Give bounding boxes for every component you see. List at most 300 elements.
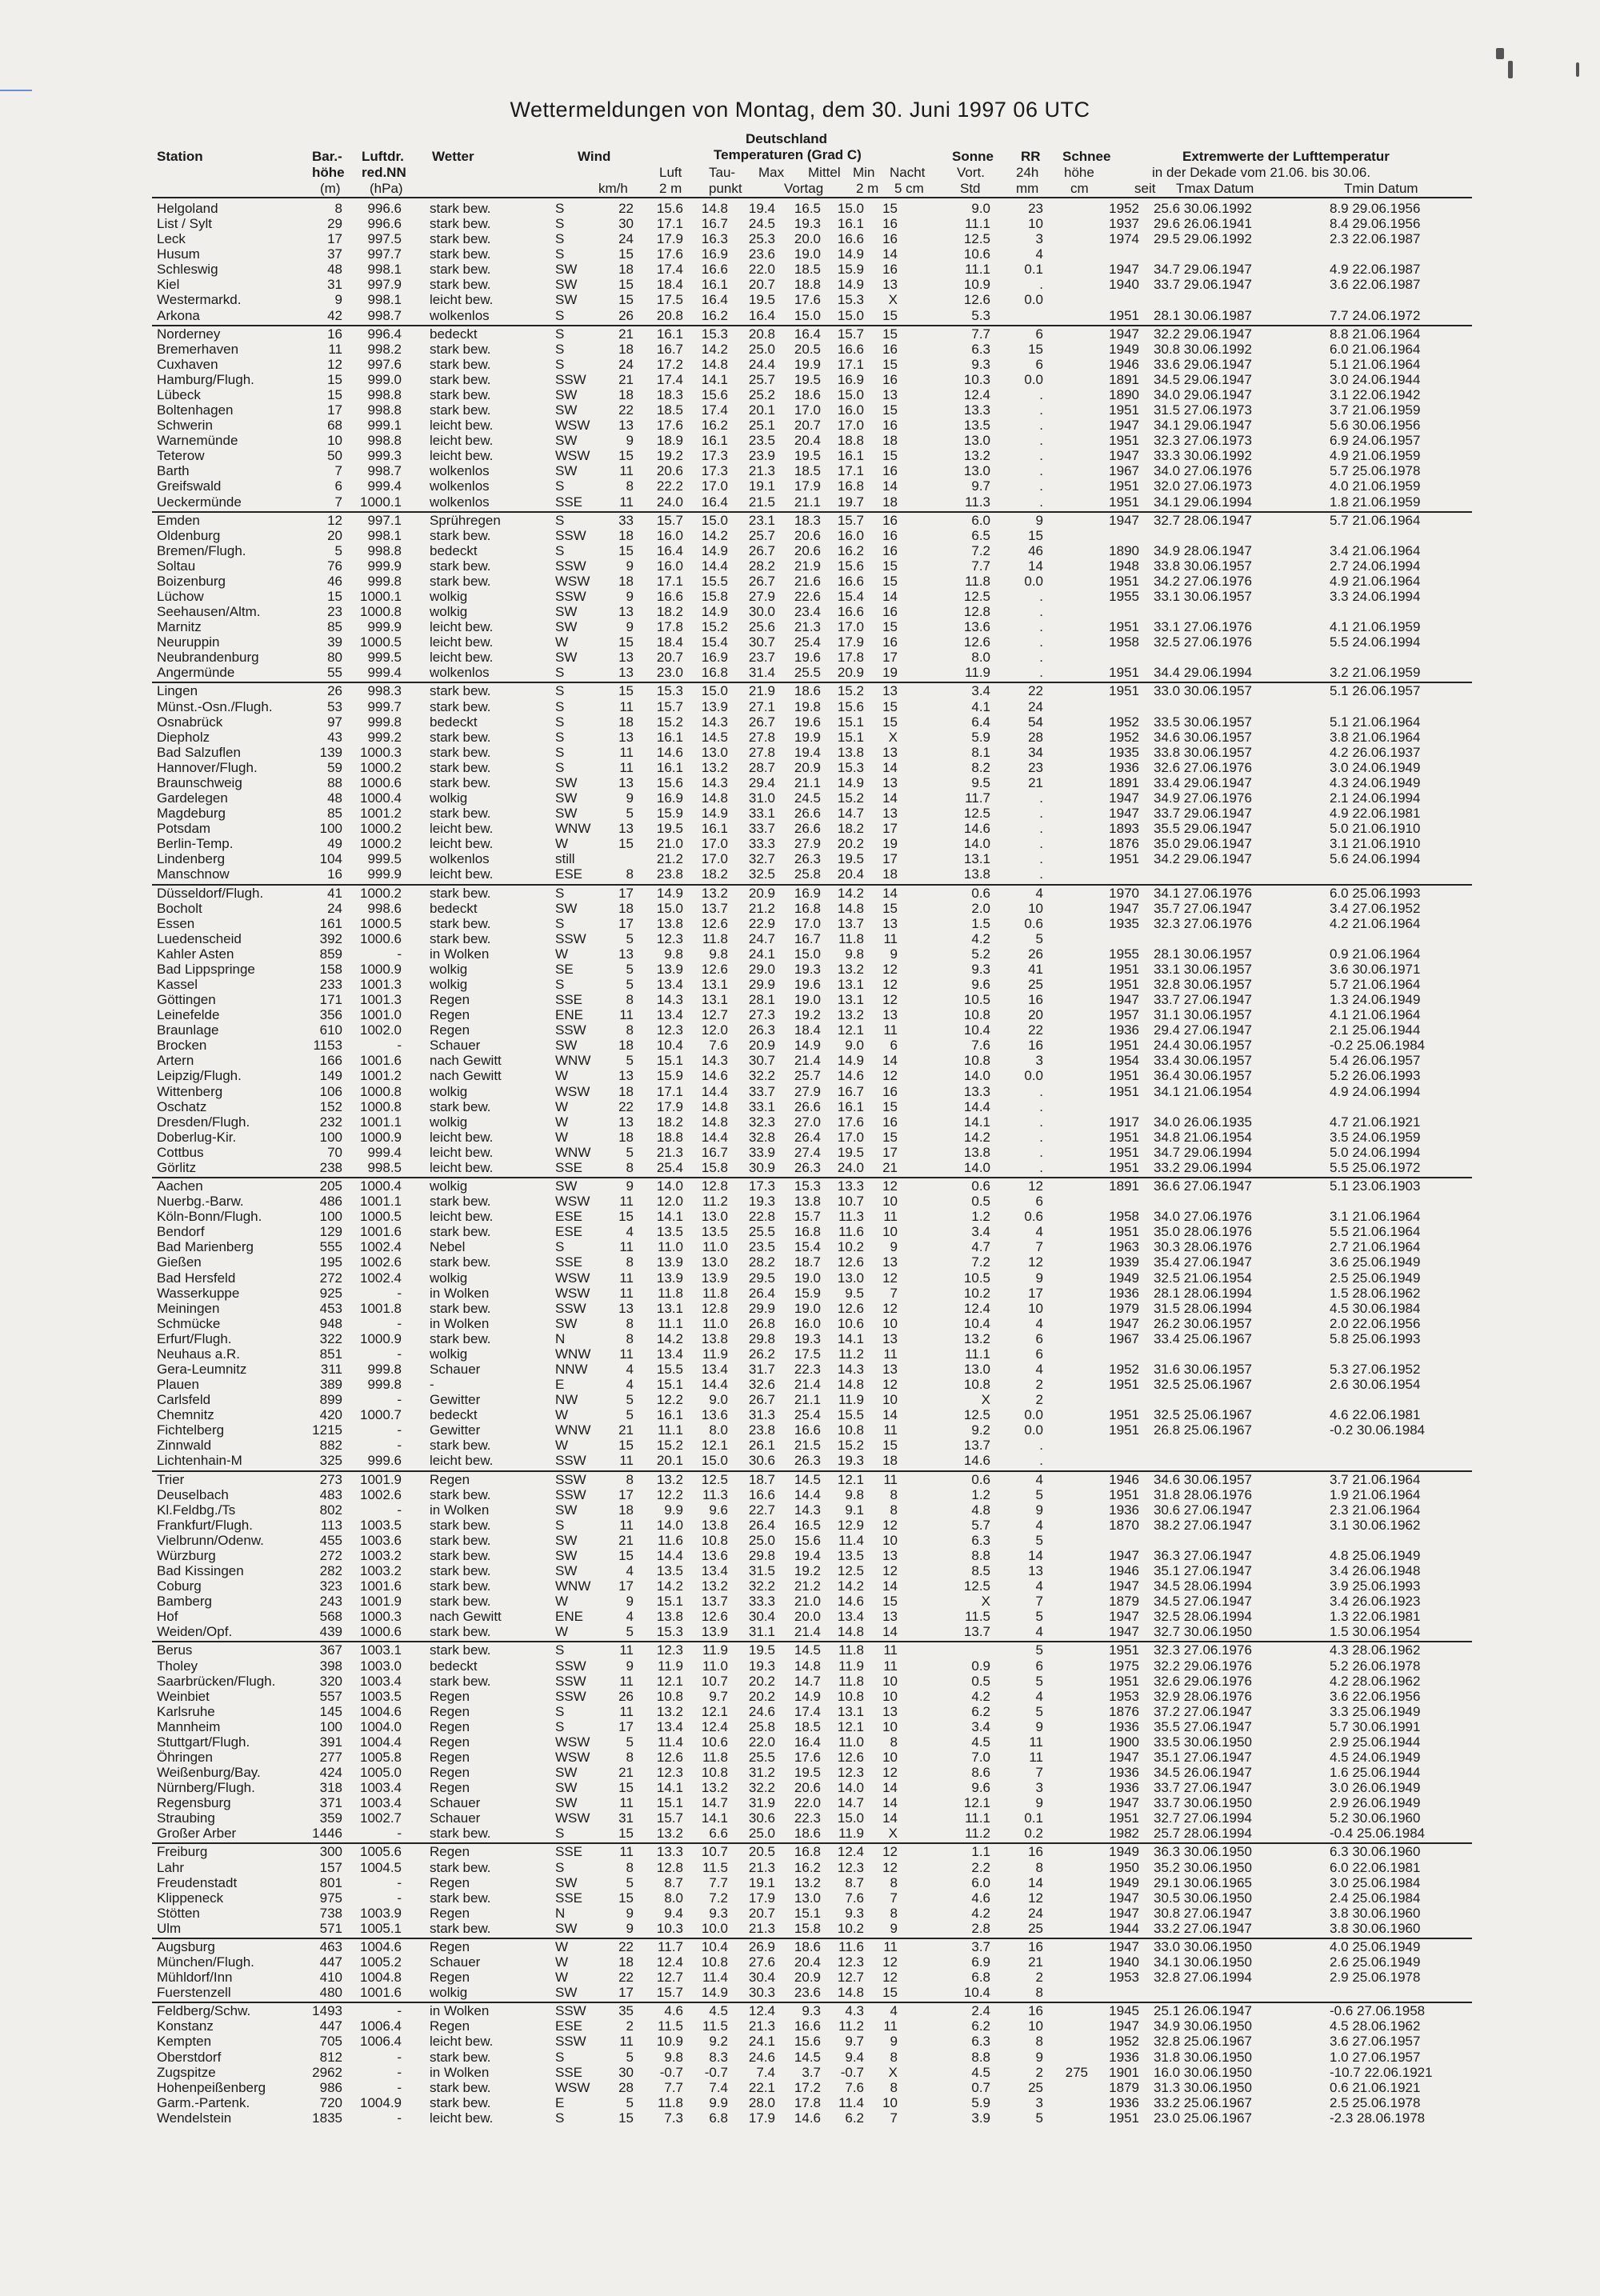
cell-wind-speed: 11 (619, 1346, 634, 1362)
cell-taupunkt: 13.7 (701, 900, 728, 916)
cell-sonne: 11.2 (965, 1826, 990, 1842)
cell-min: 18.8 (837, 433, 864, 449)
cell-taupunkt: 13.0 (701, 1254, 728, 1270)
cell-sonne: 5.3 (971, 307, 990, 323)
cell-seit: 1947 (1109, 418, 1139, 434)
cell-mittel: 17.0 (794, 915, 821, 931)
cell-luftdruck: 998.1 (367, 527, 402, 543)
cell-wind-dir: SSW (555, 1486, 586, 1502)
cell-tmax-datum: 34.5 26.06.1947 (1154, 1765, 1252, 1781)
cell-luftdruck: 1002.4 (360, 1239, 402, 1255)
cell-max: 25.0 (748, 1532, 775, 1548)
cell-luftdruck: 1003.0 (360, 1658, 402, 1674)
cell-nacht: 15 (882, 1594, 898, 1610)
cell-bar-hoehe: 705 (319, 2034, 342, 2050)
cell-mittel: 17.0 (794, 402, 821, 418)
cell-tmax-datum: 33.6 29.06.1947 (1154, 356, 1252, 372)
cell-bar-hoehe: 205 (319, 1178, 342, 1194)
cell-max: 30.7 (748, 1053, 775, 1069)
cell-seit: 1951 (1109, 433, 1139, 449)
cell-wetter: stark bew. (430, 558, 491, 574)
cell-min: 11.9 (838, 1392, 864, 1408)
cell-luftdruck: - (397, 946, 402, 962)
cell-wind-speed: 5 (626, 1624, 634, 1640)
cell-nacht: 17 (882, 650, 898, 666)
cell-tmax-datum: 30.8 27.06.1947 (1154, 1905, 1252, 1921)
cell-taupunkt: 11.9 (702, 1642, 728, 1658)
cell-seit: 1951 (1109, 402, 1139, 418)
cell-rr: 10 (1028, 2018, 1043, 2034)
cell-rr: 12 (1028, 1890, 1043, 1906)
cell-wind-speed: 4 (626, 1362, 634, 1377)
cell-luftdruck: 1005.8 (360, 1750, 402, 1765)
cell-rr: 8 (1035, 2034, 1043, 2050)
cell-luftdruck: 1000.3 (360, 744, 402, 760)
cell-wind-speed: 8 (626, 1750, 634, 1765)
cell-tmin-datum: 4.9 22.06.1987 (1330, 262, 1421, 278)
cell-mittel: 3.7 (802, 2064, 821, 2080)
cell-sonne: 12.5 (963, 231, 990, 247)
cell-taupunkt: 14.3 (701, 714, 728, 730)
cell-taupunkt: -0.7 (704, 2064, 728, 2080)
cell-sonne: 6.3 (971, 2034, 990, 2050)
cell-wetter: leicht bew. (430, 2034, 494, 2050)
cell-wetter: leicht bew. (430, 2110, 494, 2126)
cell-luftdruck: 998.7 (367, 463, 402, 479)
cell-nacht: 10 (882, 1750, 898, 1765)
cell-mittel: 15.0 (794, 946, 821, 962)
cell-taupunkt: 12.0 (701, 1022, 728, 1038)
cell-mittel: 13.2 (794, 1874, 821, 1890)
cell-station: Angermünde (157, 665, 235, 681)
table-row (0, 1720, 1600, 1734)
cell-rr: 0.0 (1024, 573, 1043, 589)
cell-tmax-datum: 34.5 29.06.1947 (1154, 371, 1252, 387)
cell-seit: 1901 (1109, 2064, 1139, 2080)
col-luftdr-header-2: red.NN (362, 165, 406, 180)
cell-max: 17.9 (748, 1890, 775, 1906)
cell-bar-hoehe: 367 (319, 1642, 342, 1658)
cell-station: Artern (157, 1053, 194, 1069)
cell-nacht: 18 (882, 1453, 898, 1469)
cell-rr: 4 (1035, 1517, 1043, 1533)
cell-rr: 0.6 (1024, 915, 1043, 931)
cell-tmin-datum: 3.8 30.06.1960 (1330, 1920, 1421, 1936)
cell-max: 31.1 (748, 1624, 775, 1640)
cell-bar-hoehe: 720 (319, 2094, 342, 2110)
cell-wind-dir: S (555, 2110, 565, 2126)
cell-sonne: 0.6 (971, 1471, 990, 1487)
cell-max: 20.8 (748, 326, 775, 342)
cell-wetter: stark bew. (430, 683, 491, 699)
cell-luftdruck: 1002.6 (360, 1486, 402, 1502)
cell-mittel: 16.9 (794, 885, 821, 901)
cell-bar-hoehe: 802 (319, 1502, 342, 1518)
cell-nacht: 13 (882, 1330, 898, 1346)
cell-bar-hoehe: 55 (327, 665, 342, 681)
cell-mittel: 27.9 (794, 1083, 821, 1099)
cell-nacht: 15 (882, 326, 898, 342)
cell-wind-speed: 21 (618, 1765, 634, 1781)
table-row (0, 1564, 1600, 1578)
cell-rr: 34 (1028, 744, 1043, 760)
cell-sonne: 14.4 (963, 1098, 990, 1114)
cell-mittel: 21.5 (794, 1438, 821, 1454)
cell-tmin-datum: 5.5 24.06.1994 (1330, 634, 1421, 650)
cell-rr: 9 (1035, 1718, 1043, 1734)
cell-rr: . (1039, 790, 1043, 806)
cell-min: 11.8 (838, 1673, 864, 1689)
cell-wind-dir: W (555, 1970, 569, 1986)
cell-wind-speed: 11 (619, 698, 634, 714)
cell-wind-speed: 5 (626, 1392, 634, 1408)
cell-nacht: 14 (882, 1053, 898, 1069)
cell-taupunkt: 11.5 (702, 1859, 728, 1875)
cell-wind-dir: SSW (555, 1453, 586, 1469)
cell-wind-speed: 15 (618, 1826, 634, 1842)
cell-seit: 1944 (1109, 1920, 1139, 1936)
cell-mittel: 21.6 (794, 573, 821, 589)
cell-luft: 13.5 (656, 1224, 683, 1240)
cell-luft: 11.5 (658, 2018, 683, 2034)
cell-mittel: 20.9 (794, 759, 821, 775)
cell-taupunkt: 14.2 (701, 527, 728, 543)
cell-wetter: wolkenlos (430, 478, 490, 494)
cell-wind-speed: 33 (618, 512, 634, 528)
cell-luft: 15.1 (656, 1594, 683, 1610)
cell-tmax-datum: 31.5 27.06.1973 (1154, 402, 1252, 418)
cell-tmax-datum: 35.4 27.06.1947 (1154, 1254, 1252, 1270)
cell-tmax-datum: 31.3 30.06.1950 (1154, 2079, 1252, 2095)
cell-seit: 1952 (1109, 201, 1139, 216)
cell-rr: 26 (1028, 946, 1043, 962)
cell-luft: 12.3 (656, 930, 683, 946)
cell-max: 29.4 (748, 774, 775, 790)
cell-seit: 1947 (1109, 326, 1139, 342)
cell-nacht: 4 (890, 2003, 898, 2019)
col-schnee-header-1: Schnee (1062, 149, 1111, 164)
cell-wind-speed: 11 (619, 2034, 634, 2050)
cell-taupunkt: 14.1 (701, 1810, 728, 1826)
cell-luft: 8.7 (664, 1874, 683, 1890)
cell-wetter: stark bew. (430, 930, 491, 946)
cell-min: 7.6 (845, 2079, 864, 2095)
cell-wind-speed: 18 (618, 1038, 634, 1054)
cell-bar-hoehe: 557 (319, 1688, 342, 1704)
cell-tmax-datum: 26.8 25.06.1967 (1154, 1422, 1252, 1438)
table-row (0, 1130, 1600, 1145)
cell-wind-speed: 18 (618, 714, 634, 730)
cell-tmax-datum: 31.1 30.06.1957 (1154, 1007, 1252, 1023)
cell-nacht: 11 (883, 1022, 898, 1038)
cell-mittel: 16.5 (794, 1517, 821, 1533)
cell-luftdruck: - (397, 1874, 402, 1890)
cell-tmin-datum: 4.0 21.06.1959 (1330, 478, 1421, 494)
cell-mittel: 25.7 (794, 1068, 821, 1084)
cell-rr: . (1039, 851, 1043, 867)
cell-nacht: 11 (883, 1209, 898, 1225)
cell-nacht: 15 (882, 900, 898, 916)
cell-wind-speed: 22 (618, 1938, 634, 1954)
cell-wetter: stark bew. (430, 729, 491, 745)
cell-rr: 28 (1028, 729, 1043, 745)
cell-taupunkt: 13.1 (701, 992, 728, 1008)
cell-seit: 1953 (1109, 1970, 1139, 1986)
cell-station: Weißenburg/Bay. (157, 1765, 261, 1781)
cell-tmax-datum: 33.3 30.06.1992 (1154, 448, 1252, 464)
cell-station: Lübeck (157, 386, 201, 402)
cell-bar-hoehe: 16 (327, 866, 342, 882)
cell-wind-speed: 9 (626, 1594, 634, 1610)
cell-max: 33.7 (748, 821, 775, 837)
cell-seit: 1947 (1109, 1750, 1139, 1765)
cell-tmin-datum: 1.5 28.06.1962 (1330, 1285, 1421, 1301)
cell-seit: 1950 (1109, 1859, 1139, 1875)
cell-wind-speed: 9 (626, 1658, 634, 1674)
cell-sonne: 14.0 (963, 836, 990, 852)
cell-luft: 17.6 (656, 418, 683, 434)
cell-station: Bad Hersfeld (157, 1270, 236, 1286)
cell-station: Magdeburg (157, 806, 226, 822)
cell-sonne: 13.6 (963, 619, 990, 635)
cell-wetter: Schauer (430, 1954, 481, 1970)
cell-tmax-datum: 32.5 21.06.1954 (1154, 1270, 1252, 1286)
cell-sonne: 10.5 (963, 1270, 990, 1286)
cell-mittel: 19.3 (794, 1330, 821, 1346)
col-schnee-header-3: cm (1070, 181, 1089, 196)
cell-nacht: X (888, 292, 898, 308)
cell-station: Norderney (157, 326, 221, 342)
cell-mittel: 13.0 (794, 1890, 821, 1906)
cell-rr: 22 (1028, 683, 1043, 699)
cell-station: Luedenscheid (157, 930, 242, 946)
cell-taupunkt: 7.2 (709, 1890, 728, 1906)
cell-luft: 11.0 (658, 1239, 683, 1255)
cell-tmax-datum: 32.5 27.06.1976 (1154, 634, 1252, 650)
cell-tmin-datum: 5.0 24.06.1994 (1330, 1144, 1421, 1160)
table-row (0, 993, 1600, 1007)
cell-nacht: 11 (883, 1938, 898, 1954)
cell-luft: 13.8 (656, 1609, 683, 1625)
cell-nacht: 16 (882, 463, 898, 479)
cell-min: 19.3 (837, 1453, 864, 1469)
cell-tmax-datum: 34.0 26.06.1935 (1154, 1114, 1252, 1130)
cell-station: Lingen (157, 683, 198, 699)
cell-nacht: 15 (882, 558, 898, 574)
cell-luft: 15.9 (656, 806, 683, 822)
cell-luftdruck: - (397, 1315, 402, 1331)
cell-wind-speed: 11 (619, 1194, 634, 1210)
cell-wind-speed: 11 (619, 1795, 634, 1811)
cell-rr: 5 (1035, 1609, 1043, 1625)
cell-bar-hoehe: 88 (327, 774, 342, 790)
table-row (0, 1347, 1600, 1362)
cell-nacht: 16 (882, 512, 898, 528)
cell-max: 19.1 (748, 1874, 775, 1890)
cell-max: 21.3 (748, 463, 775, 479)
table-row (0, 559, 1600, 574)
cell-mittel: 18.5 (794, 463, 821, 479)
cell-min: 11.8 (838, 930, 864, 946)
cell-nacht: 14 (882, 589, 898, 604)
table-row (0, 1861, 1600, 1875)
cell-rr: 8 (1035, 1985, 1043, 2001)
cell-bar-hoehe: 463 (319, 1938, 342, 1954)
cell-tmax-datum: 35.1 27.06.1947 (1154, 1563, 1252, 1579)
cell-mittel: 18.4 (794, 1022, 821, 1038)
cell-luftdruck: 1000.5 (360, 634, 402, 650)
cell-wetter: stark bew. (430, 1578, 491, 1594)
cell-wind-dir: S (555, 1642, 565, 1658)
cell-tmax-datum: 33.5 30.06.1957 (1154, 714, 1252, 730)
cell-max: 32.3 (748, 1114, 775, 1130)
cell-luft: 8.0 (664, 1890, 683, 1906)
cell-max: 26.7 (748, 542, 775, 558)
cell-bar-hoehe: 568 (319, 1609, 342, 1625)
cell-seit: 1936 (1109, 1502, 1139, 1518)
table-row (0, 293, 1600, 307)
cell-bar-hoehe: 439 (319, 1624, 342, 1640)
cell-rr: 5 (1035, 1486, 1043, 1502)
cell-station: Feldberg/Schw. (157, 2003, 251, 2019)
cell-sonne: 12.5 (963, 1407, 990, 1423)
cell-luftdruck: 1003.4 (360, 1795, 402, 1811)
cell-rr: . (1039, 836, 1043, 852)
cell-bar-hoehe: 26 (327, 683, 342, 699)
cell-max: 26.7 (748, 714, 775, 730)
cell-rr: 0.2 (1024, 1826, 1043, 1842)
cell-station: Teterow (157, 448, 205, 464)
cell-wind-speed: 18 (618, 573, 634, 589)
table-row (0, 1473, 1600, 1487)
cell-wetter: wolkenlos (430, 665, 490, 681)
cell-wind-dir: SW (555, 1874, 578, 1890)
cell-luftdruck: 1001.3 (360, 977, 402, 992)
cell-seit: 1947 (1109, 992, 1139, 1008)
cell-max: 25.0 (748, 1826, 775, 1842)
cell-wetter: stark bew. (430, 277, 491, 293)
cell-min: 11.2 (838, 2018, 864, 2034)
cell-min: 16.1 (837, 448, 864, 464)
cell-bar-hoehe: 610 (319, 1022, 342, 1038)
cell-wind-dir: ESE (555, 1209, 583, 1225)
cell-wind-speed: 9 (626, 558, 634, 574)
cell-tmin-datum: 2.9 25.06.1978 (1330, 1970, 1421, 1986)
cell-luft: 13.1 (656, 1300, 683, 1316)
cell-tmin-datum: 5.1 21.06.1964 (1330, 356, 1421, 372)
cell-wetter: stark bew. (430, 1194, 491, 1210)
cell-luft: 14.1 (656, 1209, 683, 1225)
cell-tmin-datum: -2.3 28.06.1978 (1330, 2110, 1426, 2126)
cell-wind-speed: 15 (618, 836, 634, 852)
cell-mittel: 14.9 (794, 1688, 821, 1704)
cell-nacht: 13 (882, 1254, 898, 1270)
cell-wind-speed: 5 (626, 1734, 634, 1750)
cell-mittel: 25.4 (794, 634, 821, 650)
cell-taupunkt: 12.8 (701, 1178, 728, 1194)
cell-wetter: in Wolken (430, 946, 490, 962)
cell-wind-dir: SW (555, 1532, 578, 1548)
cell-luft: 12.4 (656, 1954, 683, 1970)
cell-luftdruck: 999.2 (367, 729, 402, 745)
cell-bar-hoehe: 100 (319, 1718, 342, 1734)
cell-luft: 20.8 (656, 307, 683, 323)
cell-tmin-datum: 5.8 25.06.1993 (1330, 1330, 1421, 1346)
cell-nacht: 10 (882, 2094, 898, 2110)
cell-station: Karlsruhe (157, 1703, 215, 1719)
cell-wind-speed: 35 (618, 2003, 634, 2019)
cell-mittel: 20.6 (794, 542, 821, 558)
cell-wind-speed: 11 (619, 463, 634, 479)
table-row (0, 837, 1600, 851)
cell-luft: 11.1 (658, 1315, 683, 1331)
cell-bar-hoehe: 738 (319, 1905, 342, 1921)
table-row (0, 2096, 1600, 2110)
cell-nacht: 18 (882, 433, 898, 449)
cell-sonne: 13.0 (963, 463, 990, 479)
cell-luft: 19.2 (656, 448, 683, 464)
cell-bar-hoehe: 12 (327, 356, 342, 372)
cell-tmin-datum: 6.0 21.06.1964 (1330, 341, 1421, 357)
cell-mittel: 23.6 (794, 1985, 821, 2001)
cell-luftdruck: 999.3 (367, 448, 402, 464)
cell-tmin-datum: 4.3 28.06.1962 (1330, 1642, 1421, 1658)
cell-wind-dir: WNW (555, 1422, 591, 1438)
cell-luft: 17.9 (656, 1098, 683, 1114)
cell-tmin-datum: 5.1 21.06.1964 (1330, 714, 1421, 730)
cell-taupunkt: 12.6 (701, 961, 728, 977)
cell-rr: 4 (1035, 1578, 1043, 1594)
cell-wind-dir: SW (555, 790, 578, 806)
cell-bar-hoehe: 42 (327, 307, 342, 323)
cell-max: 18.7 (748, 1471, 775, 1487)
cell-mittel: 16.8 (794, 900, 821, 916)
cell-sonne: 7.2 (971, 1254, 990, 1270)
cell-mittel: 19.5 (794, 1765, 821, 1781)
cell-nacht: 17 (882, 1144, 898, 1160)
cell-nacht: 11 (883, 2018, 898, 2034)
cell-taupunkt: 15.5 (701, 573, 728, 589)
cell-wind-dir: WSW (555, 1750, 590, 1765)
cell-station: Meiningen (157, 1300, 220, 1316)
cell-station: Lindenberg (157, 851, 226, 867)
table-row (0, 1625, 1600, 1639)
cell-luft: -0.7 (659, 2064, 683, 2080)
cell-luft: 9.8 (664, 2049, 683, 2065)
table-row (0, 1161, 1600, 1175)
cell-tmin-datum: 2.9 25.06.1944 (1330, 1734, 1421, 1750)
cell-luftdruck: 1006.4 (360, 2034, 402, 2050)
cell-mittel: 15.4 (794, 1239, 821, 1255)
cell-luftdruck: 1000.2 (360, 885, 402, 901)
cell-sonne: 3.7 (971, 1938, 990, 1954)
cell-luftdruck: 1000.9 (360, 1330, 402, 1346)
table-row (0, 1659, 1600, 1674)
cell-max: 27.8 (748, 729, 775, 745)
cell-tmin-datum: 6.9 24.06.1957 (1330, 433, 1421, 449)
cell-taupunkt: 12.6 (701, 915, 728, 931)
cell-taupunkt: 10.8 (701, 1532, 728, 1548)
cell-tmin-datum: 3.0 26.06.1949 (1330, 1780, 1421, 1796)
cell-max: 30.4 (748, 1609, 775, 1625)
cell-sonne: 5.7 (971, 1517, 990, 1533)
cell-bar-hoehe: 166 (319, 1053, 342, 1069)
cell-nacht: 10 (882, 1532, 898, 1548)
cell-luftdruck: 997.6 (367, 356, 402, 372)
cell-rr: 0.0 (1024, 1407, 1043, 1423)
cell-wind-speed: 18 (618, 341, 634, 357)
cell-seit: 1951 (1109, 1642, 1139, 1658)
